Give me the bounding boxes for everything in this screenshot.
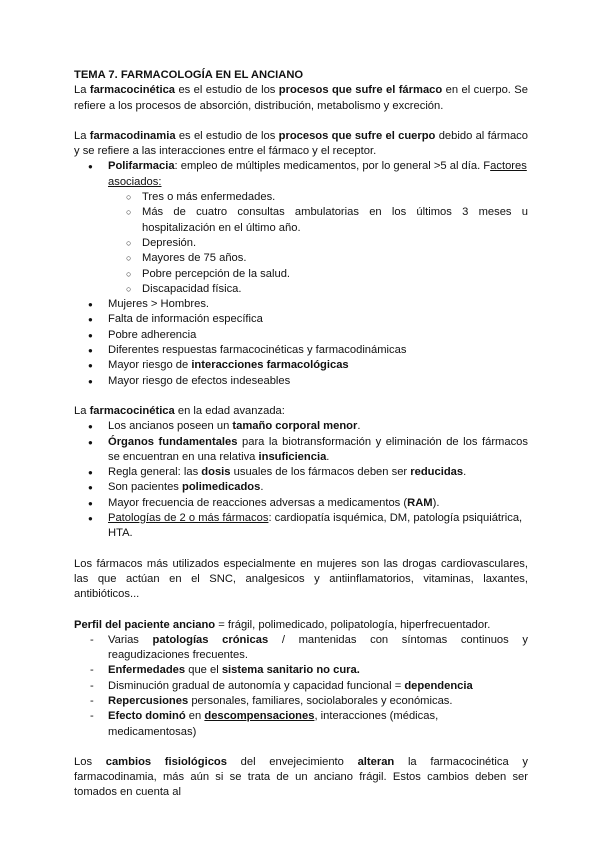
list-item: ● Los ancianos poseen un tamaño corporal menor. <box>74 419 528 434</box>
paragraph-perfil: Perfil del paciente anciano = frágil, polimedicado, polipatología, hiperfrecuentador. <box>74 618 491 631</box>
list-item: ○ Más de cuatro consultas ambulatorias en los últimos 3 meses u hospitalización en el último año. <box>108 205 528 236</box>
list-item: ● Regla general: las dosis usuales de los fármacos deben ser reducidas. <box>74 465 528 480</box>
polifarmacia-list <box>74 159 528 388</box>
list-item: ● Son pacientes polimedicados. <box>74 480 528 495</box>
paragraph-farmacos-utilizados: Los fármacos más utilizados especialmente en mujeres son las drogas cardiovasculares, las que actúan en el SNC, analgesicos y antiinflamatorios, vitaminas, laxantes, antibióticos... <box>74 557 528 601</box>
list-item: ● Mujeres > Hombres. <box>74 297 528 312</box>
list-item: ○ Pobre percepción de la salud. <box>108 267 528 282</box>
list-item: - Disminución gradual de autonomía y capacidad funcional = dependencia <box>74 679 528 694</box>
paragraph-farmacodinamia: La farmacodinamia es el estudio de los procesos que sufre el cuerpo debido al fármaco y se refiere a las interacciones entre el fármaco y el receptor. <box>74 129 528 158</box>
list-item: ○ Mayores de 75 años. <box>108 251 528 266</box>
document-page <box>74 68 528 801</box>
edad-avanzada-list <box>74 419 528 541</box>
perfil-list <box>74 633 528 740</box>
list-item: - Varias patologías crónicas / mantenidas con síntomas continuos y reagudizaciones frecuentes. <box>74 633 528 664</box>
list-item: ○ Discapacidad física. <box>108 282 528 297</box>
list-item: ● Patologías de 2 o más fármacos: cardiopatía isquémica, DM, patología psiquiátrica, HTA. <box>74 511 528 542</box>
list-item: - Enfermedades que el sistema sanitario no cura. <box>74 663 528 678</box>
list-item: ● Falta de información específica <box>74 312 528 327</box>
paragraph-cambios-fisiologicos: Los cambios fisiológicos del envejecimiento alteran la farmacocinética y farmacodinamia, más aún si se trata de un anciano frágil. Estos cambios deben ser tomados en cuenta al <box>74 755 528 799</box>
paragraph-edad-avanzada: La farmacocinética en la edad avanzada: <box>74 404 285 417</box>
list-item: ○ Depresión. <box>108 236 528 251</box>
list-item: ● Diferentes respuestas farmacocinéticas y farmacodinámicas <box>74 343 528 358</box>
list-item: ● Mayor riesgo de interacciones farmacológicas <box>74 358 528 373</box>
list-item: ● Mayor frecuencia de reacciones adversas a medicamentos (RAM). <box>74 496 528 511</box>
list-item: - Repercusiones personales, familiares, sociolaborales y económicas. <box>74 694 528 709</box>
list-item: ○ Tres o más enfermedades. <box>108 190 528 205</box>
list-item: ● Mayor riesgo de efectos indeseables <box>74 374 528 389</box>
list-item: ● Polifarmacia: empleo de múltiples medicamentos, por lo general >5 al día. Factores asociados: ○ Tres o más enfermedades. ○ Más de cuatro consultas ambulatorias en los últimos 3 meses u hospitalización en el último año. ○ Depresión. ○ Mayores de 75 años. ○ Pobre percepción de la salud. ○ Discapacidad física. <box>74 159 528 297</box>
list-item: ● Órganos fundamentales para la biotransformación y eliminación de los fármacos se encuentran en una relativa insuficiencia. <box>74 435 528 466</box>
paragraph-farmacocinetica: La farmacocinética es el estudio de los procesos que sufre el fármaco en el cuerpo. Se refiere a los procesos de absorción, distribución, metabolismo y excreción. <box>74 84 528 112</box>
page-title: TEMA 7. FARMACOLOGÍA EN EL ANCIANO <box>74 69 304 81</box>
list-item: - Efecto dominó en descompensaciones, interacciones (médicas, medicamentosas) <box>74 709 528 740</box>
factores-list <box>108 190 528 297</box>
list-item: ● Pobre adherencia <box>74 328 528 343</box>
